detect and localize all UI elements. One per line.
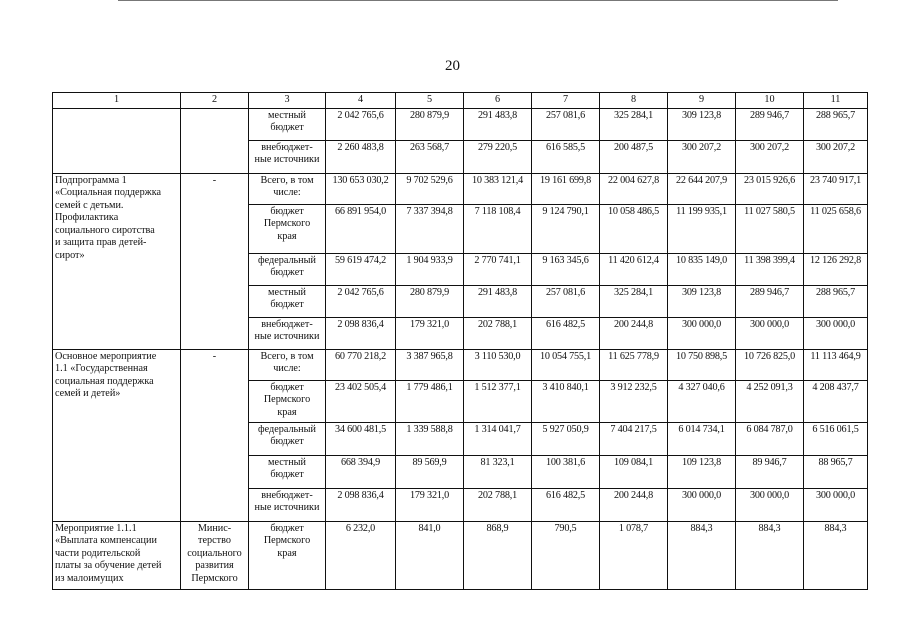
program-name-cell: Основное мероприятие 1.1 «Государственная социальная поддержка семей и детей» bbox=[53, 349, 181, 521]
amount-cell: 309 123,8 bbox=[668, 108, 736, 140]
amount-cell: 841,0 bbox=[396, 521, 464, 589]
amount-cell: 81 323,1 bbox=[464, 455, 532, 488]
amount-cell: 291 483,8 bbox=[464, 285, 532, 317]
amount-cell: 325 284,1 bbox=[600, 285, 668, 317]
amount-cell: 2 770 741,1 bbox=[464, 253, 532, 285]
amount-cell: 4 208 437,7 bbox=[804, 380, 868, 422]
amount-cell: 100 381,6 bbox=[532, 455, 600, 488]
amount-cell: 279 220,5 bbox=[464, 140, 532, 173]
amount-cell: 11 113 464,9 bbox=[804, 349, 868, 380]
amount-cell: 1 339 588,8 bbox=[396, 422, 464, 455]
funding-source-cell: бюджет Пермского края bbox=[249, 204, 326, 253]
amount-cell: 6 232,0 bbox=[326, 521, 396, 589]
header-cell: 8 bbox=[600, 93, 668, 109]
funding-source-cell: бюджет Пермского края bbox=[249, 380, 326, 422]
amount-cell: 300 000,0 bbox=[668, 317, 736, 349]
table-header-row bbox=[53, 93, 868, 109]
amount-cell: 23 402 505,4 bbox=[326, 380, 396, 422]
amount-cell: 179 321,0 bbox=[396, 317, 464, 349]
funding-source-cell: бюджет Пермского края bbox=[249, 521, 326, 589]
amount-cell: 89 569,9 bbox=[396, 455, 464, 488]
amount-cell: 2 260 483,8 bbox=[326, 140, 396, 173]
header-cell: 4 bbox=[326, 93, 396, 109]
table-row bbox=[53, 108, 868, 140]
amount-cell: 6 014 734,1 bbox=[668, 422, 736, 455]
amount-cell: 109 123,8 bbox=[668, 455, 736, 488]
amount-cell: 300 000,0 bbox=[804, 488, 868, 521]
funding-source-cell: внебюджет- ные источники bbox=[249, 317, 326, 349]
funding-source-cell: Всего, в том числе: bbox=[249, 173, 326, 204]
amount-cell: 59 619 474,2 bbox=[326, 253, 396, 285]
amount-cell: 89 946,7 bbox=[736, 455, 804, 488]
amount-cell: 10 750 898,5 bbox=[668, 349, 736, 380]
amount-cell: 1 078,7 bbox=[600, 521, 668, 589]
amount-cell: 291 483,8 bbox=[464, 108, 532, 140]
amount-cell: 9 163 345,6 bbox=[532, 253, 600, 285]
amount-cell: 10 726 825,0 bbox=[736, 349, 804, 380]
amount-cell: 200 244,8 bbox=[600, 488, 668, 521]
amount-cell: 3 110 530,0 bbox=[464, 349, 532, 380]
executor-cell: - bbox=[181, 173, 249, 349]
program-name-cell bbox=[53, 108, 181, 173]
program-name-cell: Подпрограмма 1 «Социальная поддержка семей с детьми. Профилактика социального сиротства и защита прав детей- сирот» bbox=[53, 173, 181, 349]
page-number: 20 bbox=[445, 58, 460, 74]
amount-cell: 884,3 bbox=[668, 521, 736, 589]
amount-cell: 668 394,9 bbox=[326, 455, 396, 488]
amount-cell: 790,5 bbox=[532, 521, 600, 589]
amount-cell: 300 000,0 bbox=[736, 488, 804, 521]
amount-cell: 88 965,7 bbox=[804, 455, 868, 488]
amount-cell: 2 098 836,4 bbox=[326, 317, 396, 349]
header-cell: 1 bbox=[53, 93, 181, 109]
amount-cell: 11 027 580,5 bbox=[736, 204, 804, 253]
amount-cell: 325 284,1 bbox=[600, 108, 668, 140]
amount-cell: 289 946,7 bbox=[736, 108, 804, 140]
amount-cell: 280 879,9 bbox=[396, 285, 464, 317]
amount-cell: 2 042 765,6 bbox=[326, 108, 396, 140]
amount-cell: 10 383 121,4 bbox=[464, 173, 532, 204]
amount-cell: 289 946,7 bbox=[736, 285, 804, 317]
amount-cell: 1 314 041,7 bbox=[464, 422, 532, 455]
header-cell: 7 bbox=[532, 93, 600, 109]
amount-cell: 22 644 207,9 bbox=[668, 173, 736, 204]
amount-cell: 11 420 612,4 bbox=[600, 253, 668, 285]
amount-cell: 884,3 bbox=[736, 521, 804, 589]
amount-cell: 280 879,9 bbox=[396, 108, 464, 140]
amount-cell: 263 568,7 bbox=[396, 140, 464, 173]
amount-cell: 1 512 377,1 bbox=[464, 380, 532, 422]
funding-source-cell: федеральный бюджет bbox=[249, 422, 326, 455]
header-cell: 10 bbox=[736, 93, 804, 109]
funding-source-cell: местный бюджет bbox=[249, 108, 326, 140]
table-row bbox=[53, 173, 868, 204]
top-border-line bbox=[118, 0, 838, 1]
program-name-cell: Мероприятие 1.1.1 «Выплата компенсации части родительской платы за обучение детей из малоимущих bbox=[53, 521, 181, 589]
amount-cell: 7 404 217,5 bbox=[600, 422, 668, 455]
header-cell: 3 bbox=[249, 93, 326, 109]
table-row bbox=[53, 521, 868, 589]
amount-cell: 109 084,1 bbox=[600, 455, 668, 488]
amount-cell: 11 398 399,4 bbox=[736, 253, 804, 285]
amount-cell: 200 244,8 bbox=[600, 317, 668, 349]
funding-source-cell: внебюджет- ные источники bbox=[249, 488, 326, 521]
amount-cell: 3 912 232,5 bbox=[600, 380, 668, 422]
amount-cell: 257 081,6 bbox=[532, 285, 600, 317]
amount-cell: 616 482,5 bbox=[532, 488, 600, 521]
amount-cell: 130 653 030,2 bbox=[326, 173, 396, 204]
amount-cell: 300 207,2 bbox=[668, 140, 736, 173]
amount-cell: 6 084 787,0 bbox=[736, 422, 804, 455]
amount-cell: 1 904 933,9 bbox=[396, 253, 464, 285]
amount-cell: 288 965,7 bbox=[804, 108, 868, 140]
executor-cell: - bbox=[181, 349, 249, 521]
amount-cell: 868,9 bbox=[464, 521, 532, 589]
amount-cell: 5 927 050,9 bbox=[532, 422, 600, 455]
amount-cell: 4 327 040,6 bbox=[668, 380, 736, 422]
amount-cell: 11 025 658,6 bbox=[804, 204, 868, 253]
amount-cell: 300 207,2 bbox=[804, 140, 868, 173]
amount-cell: 11 199 935,1 bbox=[668, 204, 736, 253]
amount-cell: 2 042 765,6 bbox=[326, 285, 396, 317]
amount-cell: 616 585,5 bbox=[532, 140, 600, 173]
header-cell: 9 bbox=[668, 93, 736, 109]
amount-cell: 12 126 292,8 bbox=[804, 253, 868, 285]
amount-cell: 66 891 954,0 bbox=[326, 204, 396, 253]
amount-cell: 23 740 917,1 bbox=[804, 173, 868, 204]
amount-cell: 288 965,7 bbox=[804, 285, 868, 317]
funding-source-cell: местный бюджет bbox=[249, 455, 326, 488]
funding-source-cell: внебюджет- ные источники bbox=[249, 140, 326, 173]
amount-cell: 4 252 091,3 bbox=[736, 380, 804, 422]
amount-cell: 616 482,5 bbox=[532, 317, 600, 349]
amount-cell: 7 118 108,4 bbox=[464, 204, 532, 253]
executor-cell: Минис- терство социального развития Пермского bbox=[181, 521, 249, 589]
amount-cell: 2 098 836,4 bbox=[326, 488, 396, 521]
amount-cell: 309 123,8 bbox=[668, 285, 736, 317]
amount-cell: 11 625 778,9 bbox=[600, 349, 668, 380]
amount-cell: 202 788,1 bbox=[464, 488, 532, 521]
header-cell: 11 bbox=[804, 93, 868, 109]
amount-cell: 179 321,0 bbox=[396, 488, 464, 521]
amount-cell: 884,3 bbox=[804, 521, 868, 589]
amount-cell: 202 788,1 bbox=[464, 317, 532, 349]
amount-cell: 19 161 699,8 bbox=[532, 173, 600, 204]
amount-cell: 60 770 218,2 bbox=[326, 349, 396, 380]
amount-cell: 3 410 840,1 bbox=[532, 380, 600, 422]
amount-cell: 200 487,5 bbox=[600, 140, 668, 173]
header-cell: 2 bbox=[181, 93, 249, 109]
amount-cell: 10 058 486,5 bbox=[600, 204, 668, 253]
funding-source-cell: местный бюджет bbox=[249, 285, 326, 317]
amount-cell: 9 124 790,1 bbox=[532, 204, 600, 253]
amount-cell: 10 054 755,1 bbox=[532, 349, 600, 380]
amount-cell: 7 337 394,8 bbox=[396, 204, 464, 253]
amount-cell: 6 516 061,5 bbox=[804, 422, 868, 455]
amount-cell: 10 835 149,0 bbox=[668, 253, 736, 285]
amount-cell: 9 702 529,6 bbox=[396, 173, 464, 204]
header-cell: 6 bbox=[464, 93, 532, 109]
budget-table bbox=[52, 92, 868, 590]
funding-source-cell: федеральный бюджет bbox=[249, 253, 326, 285]
amount-cell: 300 000,0 bbox=[668, 488, 736, 521]
amount-cell: 300 207,2 bbox=[736, 140, 804, 173]
funding-source-cell: Всего, в том числе: bbox=[249, 349, 326, 380]
amount-cell: 1 779 486,1 bbox=[396, 380, 464, 422]
amount-cell: 22 004 627,8 bbox=[600, 173, 668, 204]
table-row bbox=[53, 349, 868, 380]
amount-cell: 23 015 926,6 bbox=[736, 173, 804, 204]
amount-cell: 34 600 481,5 bbox=[326, 422, 396, 455]
amount-cell: 300 000,0 bbox=[804, 317, 868, 349]
amount-cell: 257 081,6 bbox=[532, 108, 600, 140]
header-cell: 5 bbox=[396, 93, 464, 109]
executor-cell bbox=[181, 108, 249, 173]
amount-cell: 300 000,0 bbox=[736, 317, 804, 349]
amount-cell: 3 387 965,8 bbox=[396, 349, 464, 380]
